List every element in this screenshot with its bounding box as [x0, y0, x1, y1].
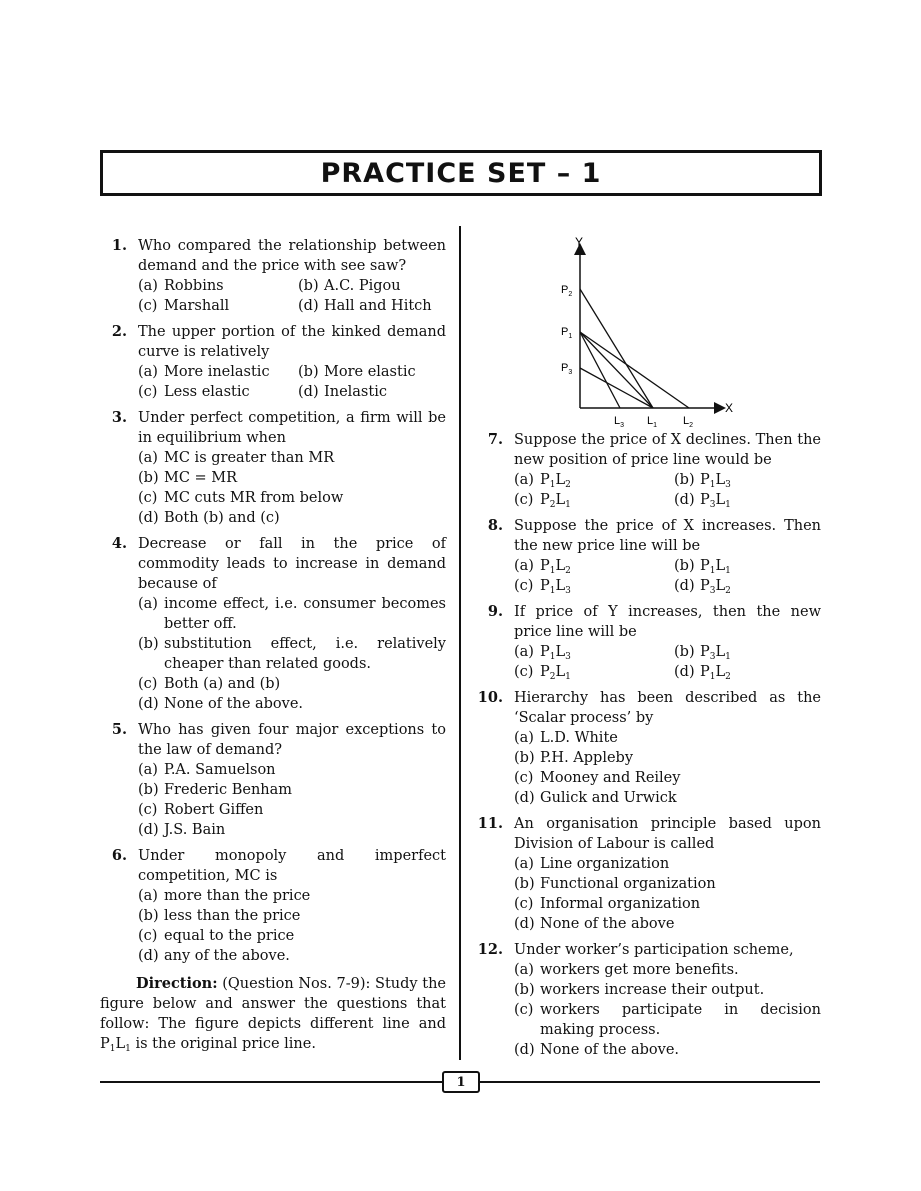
- option-b[interactable]: [674, 556, 821, 576]
- question-number: 6.: [111, 847, 127, 864]
- question-2: [100, 322, 446, 402]
- option-text: None of the above: [540, 916, 675, 932]
- option-text: More elastic: [324, 364, 416, 380]
- option-text: Gulick and Urwick: [540, 790, 677, 806]
- option-d[interactable]: [514, 1040, 821, 1060]
- option-d[interactable]: [514, 788, 821, 808]
- option-d[interactable]: [138, 946, 446, 966]
- option-label: (c): [138, 298, 158, 314]
- option-text: $P_1L_2$: [540, 558, 571, 576]
- option-text: Marshall: [164, 298, 230, 314]
- question-number: 10.: [477, 689, 503, 706]
- option-label: (d): [514, 916, 535, 932]
- option-label: (a): [514, 558, 534, 574]
- option-text: J.S. Bain: [164, 822, 226, 838]
- option-text: Inelastic: [324, 384, 387, 400]
- question-stem: Under monopoly and imperfect competition, MC is: [138, 848, 446, 884]
- price-line-p1-l2: [580, 332, 689, 408]
- option-text: $P_1L_3$: [540, 578, 571, 596]
- question-4: [100, 534, 446, 714]
- question-stem: The upper portion of the kinked demand curve is relatively: [138, 324, 446, 360]
- option-label: (b): [674, 558, 695, 574]
- page-number: 1: [442, 1071, 480, 1093]
- option-c[interactable]: [138, 382, 298, 402]
- direction-tail: is the original price line.: [135, 1036, 316, 1052]
- question-number: 9.: [487, 603, 503, 620]
- option-label: (d): [298, 384, 319, 400]
- option-label: (b): [298, 364, 319, 380]
- option-label: (c): [138, 676, 158, 692]
- option-b[interactable]: [138, 634, 446, 674]
- label-l2: $L_2$: [683, 415, 694, 429]
- direction-paragraph: [100, 974, 446, 1054]
- option-b[interactable]: [138, 906, 446, 926]
- option-label: (a): [514, 856, 534, 872]
- option-d[interactable]: [674, 662, 821, 682]
- label-l1: $L_1$: [647, 415, 658, 429]
- option-text: Frederic Benham: [164, 782, 293, 798]
- option-text: None of the above.: [164, 696, 304, 712]
- option-label: (c): [138, 384, 158, 400]
- option-text: Robert Giffen: [164, 802, 264, 818]
- option-c[interactable]: [514, 662, 674, 682]
- option-c[interactable]: [138, 800, 446, 820]
- option-text: any of the above.: [164, 948, 290, 964]
- question-number: 4.: [111, 535, 127, 552]
- option-a[interactable]: [138, 276, 298, 296]
- option-label: (b): [514, 982, 535, 998]
- option-d[interactable]: [298, 296, 446, 316]
- option-a[interactable]: [138, 362, 298, 382]
- option-label: (d): [514, 790, 535, 806]
- question-number: 11.: [477, 815, 503, 832]
- question-12: [476, 940, 821, 1060]
- option-label: (a): [514, 644, 534, 660]
- option-text: $P_1L_2$: [540, 472, 571, 490]
- left-column: [100, 236, 446, 1054]
- option-c[interactable]: [138, 926, 446, 946]
- option-text: equal to the price: [164, 928, 295, 944]
- option-text: MC is greater than MR: [164, 450, 335, 466]
- question-9: [476, 602, 821, 682]
- price-line-p1-l1: [580, 332, 653, 408]
- option-label: (d): [138, 696, 159, 712]
- question-number: 1.: [111, 237, 127, 254]
- option-text: Line organization: [540, 856, 670, 872]
- option-label: (a): [514, 472, 534, 488]
- question-number: 2.: [111, 323, 127, 340]
- question-1: [100, 236, 446, 316]
- options-grid: [138, 276, 446, 316]
- option-text: workers participate in decision making process.: [540, 1002, 821, 1038]
- option-label: (a): [138, 278, 158, 294]
- option-d[interactable]: [514, 914, 821, 934]
- page-title: PRACTICE SET – 1: [320, 157, 602, 189]
- question-stem: Under perfect competition, a firm will be in equilibrium when: [138, 410, 446, 446]
- label-p2: $P_2$: [561, 284, 573, 298]
- label-l3: $L_3$: [614, 415, 625, 429]
- option-a[interactable]: [514, 470, 674, 490]
- direction-label: Direction:: [136, 975, 218, 992]
- question-6: [100, 846, 446, 966]
- option-label: (d): [138, 510, 159, 526]
- option-text: workers get more benefits.: [540, 962, 739, 978]
- option-label: (b): [298, 278, 319, 294]
- question-11: [476, 814, 821, 934]
- option-text: $P_1L_2$: [700, 664, 731, 682]
- option-c[interactable]: [138, 674, 446, 694]
- option-text: $P_2L_1$: [540, 492, 571, 510]
- option-text: $P_3L_2$: [700, 578, 731, 596]
- option-text: Hall and Hitch: [324, 298, 432, 314]
- option-c[interactable]: [138, 488, 446, 508]
- option-a[interactable]: [514, 556, 674, 576]
- option-label: (c): [138, 928, 158, 944]
- option-text: workers increase their output.: [540, 982, 765, 998]
- question-stem: If price of Y increases, then the new price line will be: [514, 604, 821, 640]
- practice-set-title-box: [100, 150, 822, 196]
- option-b[interactable]: [674, 470, 821, 490]
- option-text: $P_1L_1$: [700, 558, 731, 576]
- option-c[interactable]: [514, 490, 674, 510]
- option-text: Informal organization: [540, 896, 701, 912]
- option-label: (c): [514, 896, 534, 912]
- option-label: (c): [138, 490, 158, 506]
- options-grid: [514, 556, 821, 596]
- option-a[interactable]: [514, 960, 821, 980]
- option-d[interactable]: [674, 576, 821, 596]
- option-label: (b): [138, 782, 159, 798]
- question-number: 7.: [487, 431, 503, 448]
- option-c[interactable]: [514, 768, 821, 788]
- column-divider: [459, 226, 461, 1060]
- option-d[interactable]: [138, 820, 446, 840]
- option-a[interactable]: [138, 760, 446, 780]
- option-text: Both (b) and (c): [164, 510, 280, 526]
- footer-rule-left: [100, 1081, 442, 1083]
- option-text: A.C. Pigou: [324, 278, 401, 294]
- option-label: (d): [674, 578, 695, 594]
- option-b[interactable]: [674, 642, 821, 662]
- option-label: (d): [674, 664, 695, 680]
- option-b[interactable]: [138, 468, 446, 488]
- option-a[interactable]: [138, 448, 446, 468]
- option-label: (d): [138, 948, 159, 964]
- option-label: (b): [514, 876, 535, 892]
- option-text: MC cuts MR from below: [164, 490, 344, 506]
- option-label: (a): [138, 596, 158, 612]
- question-stem: Hierarchy has been described as the ‘Scalar process’ by: [514, 690, 821, 726]
- option-label: (b): [138, 470, 159, 486]
- option-b[interactable]: [298, 362, 446, 382]
- question-number: 3.: [111, 409, 127, 426]
- right-column: [476, 430, 821, 1066]
- option-text: more than the price: [164, 888, 311, 904]
- option-b[interactable]: [514, 980, 821, 1000]
- option-text: L.D. White: [540, 730, 618, 746]
- option-label: (b): [514, 750, 535, 766]
- question-number: 5.: [111, 721, 127, 738]
- option-text: None of the above.: [540, 1042, 680, 1058]
- option-a[interactable]: [514, 854, 821, 874]
- option-label: (d): [674, 492, 695, 508]
- option-text: Less elastic: [164, 384, 250, 400]
- question-stem: Under worker’s participation scheme,: [514, 942, 794, 958]
- option-text: income effect, i.e. consumer becomes better off.: [164, 596, 446, 632]
- option-b[interactable]: [298, 276, 446, 296]
- question-stem: Who compared the relationship between demand and the price with see saw?: [138, 238, 446, 274]
- option-label: (d): [138, 822, 159, 838]
- option-text: substitution effect, i.e. relatively cheaper than related goods.: [164, 636, 446, 672]
- option-text: Robbins: [164, 278, 224, 294]
- option-label: (a): [138, 364, 158, 380]
- question-stem: Suppose the price of X increases. Then the new price line will be: [514, 518, 821, 554]
- price-line-p2-l1: [580, 289, 653, 408]
- option-label: (c): [514, 492, 534, 508]
- option-a[interactable]: [138, 886, 446, 906]
- options-grid: [138, 362, 446, 402]
- question-stem: Suppose the price of X declines. Then the new position of price line would be: [514, 432, 821, 468]
- option-label: (b): [138, 908, 159, 924]
- option-c[interactable]: [138, 296, 298, 316]
- question-10: [476, 688, 821, 808]
- option-label: (a): [138, 762, 158, 778]
- option-label: (b): [674, 472, 695, 488]
- option-label: (a): [514, 962, 534, 978]
- option-label: (c): [514, 578, 534, 594]
- question-number: 8.: [487, 517, 503, 534]
- option-c[interactable]: [514, 894, 821, 914]
- question-stem: Who has given four major exceptions to the law of demand?: [138, 722, 446, 758]
- options-grid: [514, 470, 821, 510]
- question-5: [100, 720, 446, 840]
- option-text: $P_1L_3$: [700, 472, 731, 490]
- option-text: Mooney and Reiley: [540, 770, 681, 786]
- option-d[interactable]: [138, 694, 446, 714]
- option-label: (c): [138, 802, 158, 818]
- footer-rule-right: [480, 1081, 820, 1083]
- option-text: MC = MR: [164, 470, 238, 486]
- option-b[interactable]: [514, 874, 821, 894]
- question-stem: An organisation principle based upon Division of Labour is called: [514, 816, 821, 852]
- question-number: 12.: [477, 941, 503, 958]
- original-price-line-label: $P_1L_1$: [100, 1036, 131, 1054]
- option-text: P.H. Appleby: [540, 750, 634, 766]
- option-text: $P_3L_1$: [700, 492, 731, 510]
- options-grid: [514, 642, 821, 682]
- question-3: [100, 408, 446, 528]
- option-text: $P_3L_1$: [700, 644, 731, 662]
- option-text: less than the price: [164, 908, 301, 924]
- label-p1: $P_1$: [561, 326, 573, 340]
- y-axis-label: Y: [575, 235, 584, 249]
- option-d[interactable]: [674, 490, 821, 510]
- option-text: More inelastic: [164, 364, 270, 380]
- option-label: (c): [514, 770, 534, 786]
- option-label: (b): [674, 644, 695, 660]
- option-b[interactable]: [514, 748, 821, 768]
- option-label: (a): [138, 888, 158, 904]
- option-d[interactable]: [298, 382, 446, 402]
- direction-text: (Question Nos. 7-9): Study the figure below and answer the questions that follow: The figure depicts different line and: [100, 976, 447, 1032]
- price-line-diagram: [555, 232, 745, 432]
- option-d[interactable]: [138, 508, 446, 528]
- option-label: (c): [514, 664, 534, 680]
- x-axis-label: X: [725, 401, 734, 415]
- option-label: (a): [138, 450, 158, 466]
- option-text: P.A. Samuelson: [164, 762, 276, 778]
- option-c[interactable]: [514, 1000, 821, 1040]
- option-a[interactable]: [138, 594, 446, 634]
- option-a[interactable]: [514, 642, 674, 662]
- option-text: $P_2L_1$: [540, 664, 571, 682]
- option-text: Both (a) and (b): [164, 676, 281, 692]
- question-7: [476, 430, 821, 510]
- option-label: (d): [298, 298, 319, 314]
- option-text: Functional organization: [540, 876, 716, 892]
- question-stem: Decrease or fall in the price of commodity leads to increase in demand because of: [138, 536, 446, 592]
- option-text: $P_1L_3$: [540, 644, 571, 662]
- option-b[interactable]: [138, 780, 446, 800]
- option-a[interactable]: [514, 728, 821, 748]
- label-p3: $P_3$: [561, 362, 573, 376]
- question-8: [476, 516, 821, 596]
- option-label: (c): [514, 1002, 534, 1018]
- option-label: (d): [514, 1042, 535, 1058]
- option-label: (b): [138, 636, 159, 652]
- option-label: (a): [514, 730, 534, 746]
- option-c[interactable]: [514, 576, 674, 596]
